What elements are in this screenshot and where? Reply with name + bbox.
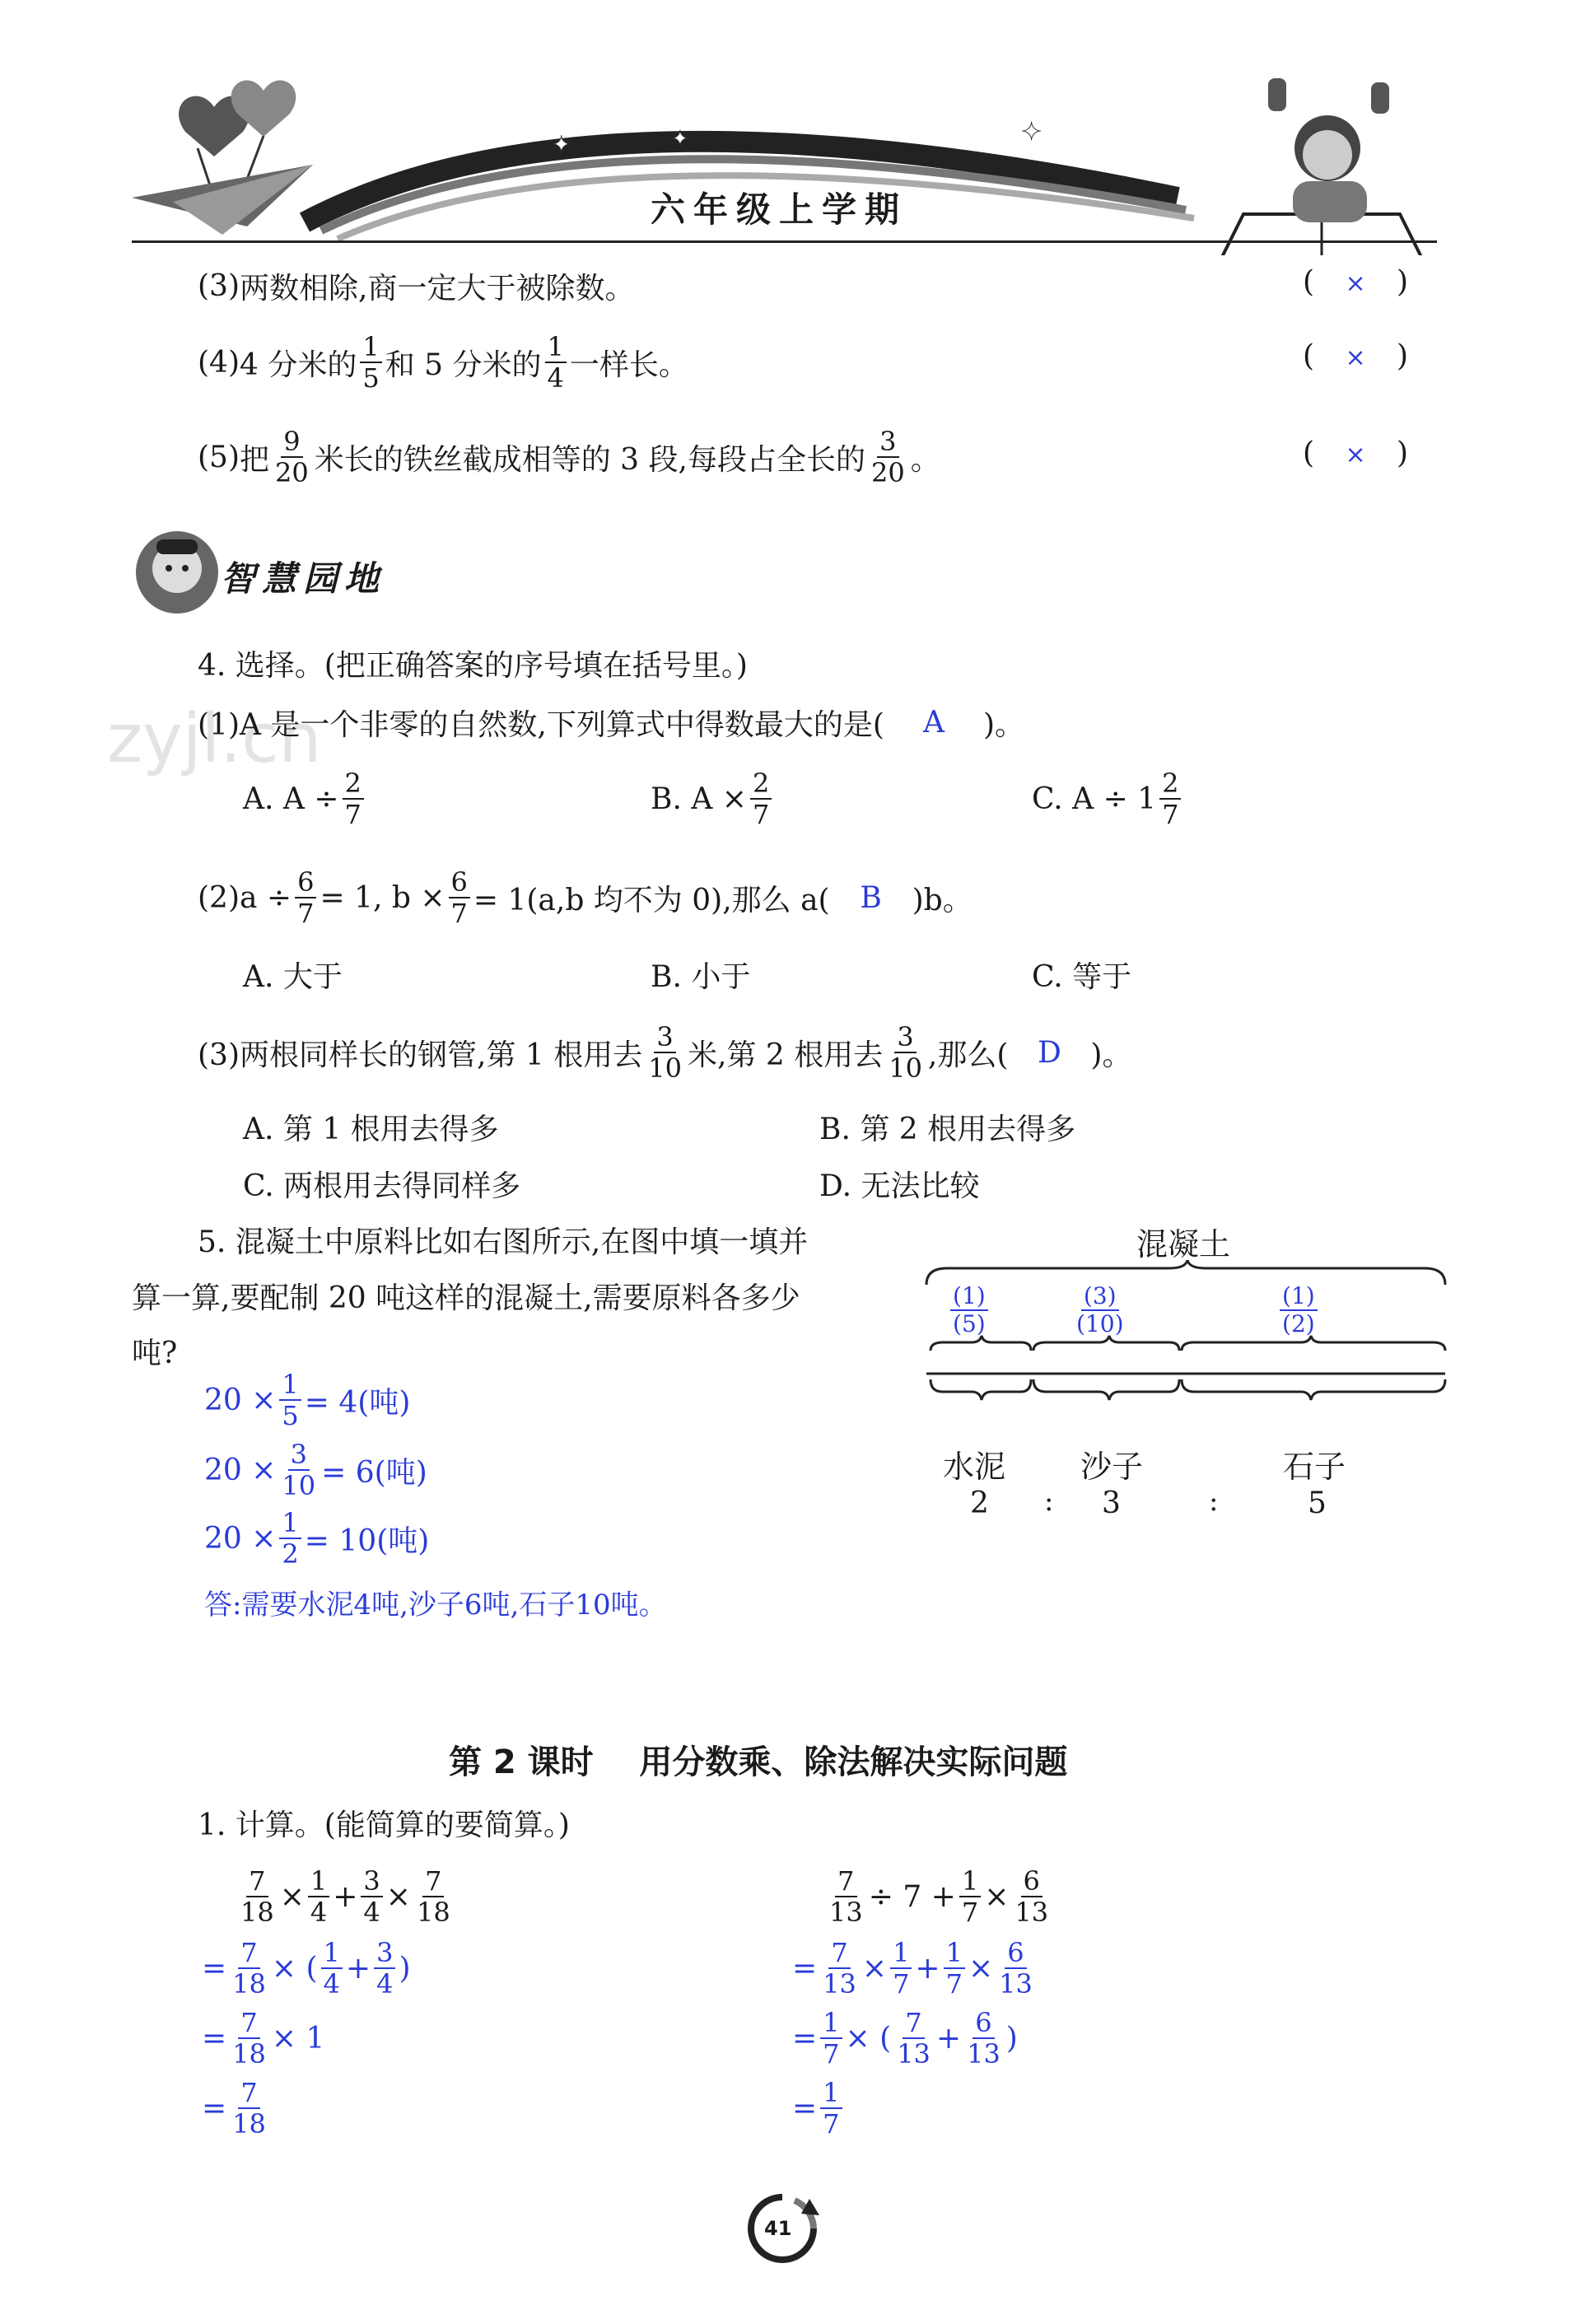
q4-sub1-option-c: C. A ÷ 1 $\frac{2}{7}$ bbox=[1032, 762, 1184, 836]
fraction: $\frac{3}{10}$ bbox=[282, 1439, 316, 1501]
diagram-fraction-sand: $\frac{(3)}{(10)}$ bbox=[1076, 1282, 1124, 1337]
answer-mark: × bbox=[1345, 269, 1366, 298]
q4-sub1-stem: (1)A 是一个非零的自然数,下列算式中得数最大的是( A )。 bbox=[198, 705, 1024, 742]
fraction: $\frac{3}{10}$ bbox=[889, 1021, 922, 1084]
fraction: $\frac{2}{7}$ bbox=[343, 770, 364, 828]
fraction: $\frac{1}{4}$ bbox=[545, 334, 567, 391]
judgement-item-4: (4) 4 分米的 $\frac{1}{5}$ 和 5 分米的 $\frac{1}{4}$ 一样长。 bbox=[198, 331, 688, 394]
q4-sub2-stem: (2)a ÷ $\frac{6}{7}$ = 1, b × $\frac{6}{7}$ = 1(a,b 均不为 0),那么 a( B )b。 bbox=[198, 866, 973, 929]
q5-answer: 答:需要水泥4吨,沙子6吨,石子10吨。 bbox=[204, 1588, 667, 1622]
star-icon: ✦ bbox=[671, 127, 689, 152]
diagram-fraction-cement: $\frac{(1)}{(5)}$ bbox=[947, 1285, 991, 1336]
fraction: $\frac{9}{20}$ bbox=[275, 426, 309, 488]
material-stone: 石子 bbox=[1283, 1449, 1346, 1485]
answer-paren-4: ( × ) bbox=[1303, 339, 1409, 373]
page-number: 41 bbox=[764, 2217, 792, 2240]
watermark: zyjl.cn bbox=[107, 700, 322, 778]
material-cement: 水泥 bbox=[943, 1449, 1006, 1485]
ratio-stone: 5 bbox=[1308, 1486, 1327, 1520]
diagram-title: 混凝土 bbox=[1136, 1226, 1231, 1262]
calc-right-step-2: = $\frac{1}{7}$ × ( $\frac{7}{13}$ + $\frac{6}{13}$ ) bbox=[792, 2007, 1018, 2070]
fraction: $\frac{3}{20}$ bbox=[870, 426, 905, 488]
q4-sub3-option-b: B. 第 2 根用去得多 bbox=[819, 1112, 1076, 1146]
fraction: $\frac{6}{7}$ bbox=[449, 869, 470, 926]
calc-left-expression: $\frac{7}{18}$ × $\frac{1}{4}$ + $\frac{3}{4}$ × $\frac{7}{18}$ bbox=[240, 1865, 450, 1928]
fraction: $\frac{2}{7}$ bbox=[750, 770, 772, 828]
fraction: $\frac{6}{7}$ bbox=[295, 869, 316, 926]
star-icon: ✦ bbox=[552, 131, 571, 158]
fraction: $\frac{1}{5}$ bbox=[279, 1371, 301, 1429]
judgement-item-3: (3) 两数相除,商一定大于被除数。 bbox=[198, 268, 635, 306]
q4-sub3-option-d: D. 无法比较 bbox=[819, 1169, 980, 1203]
calc-left-step-3: = $\frac{7}{18}$ bbox=[202, 2077, 266, 2140]
answer-paren-5: ( × ) bbox=[1303, 436, 1409, 470]
diagram-fraction-stone: $\frac{(1)}{(2)}$ bbox=[1276, 1285, 1321, 1336]
calc-right-expression: $\frac{7}{13}$ ÷ 7 + $\frac{1}{7}$ × $\frac{6}{13}$ bbox=[829, 1865, 1049, 1928]
fraction: $\frac{1}{5}$ bbox=[360, 334, 381, 391]
answer-mark: × bbox=[1345, 343, 1366, 372]
judgement-item-5: (5) 把 $\frac{9}{20}$ 米长的铁丝截成相等的 3 段,每段占全长的 $\frac{3}{20}$ 。 bbox=[198, 426, 940, 488]
girl-reading-icon bbox=[1219, 78, 1425, 255]
q5-calc-1: 20 × $\frac{1}{5}$ = 4(吨) bbox=[204, 1369, 411, 1431]
lesson-title: 第 2 课时 用分数乘、除法解决实际问题 bbox=[449, 1743, 1068, 1781]
q5-text-line-1: 5. 混凝土中原料比如右图所示,在图中填一填并 bbox=[198, 1225, 809, 1259]
fraction: $\frac{1}{2}$ bbox=[279, 1510, 301, 1567]
fraction: $\frac{2}{7}$ bbox=[1159, 770, 1181, 828]
answer-mark: B bbox=[860, 880, 882, 915]
q5-calc-3: 20 × $\frac{1}{2}$ = 10(吨) bbox=[204, 1507, 430, 1570]
material-sand: 沙子 bbox=[1080, 1449, 1144, 1485]
q5-calc-2: 20 × $\frac{3}{10}$ = 6(吨) bbox=[204, 1439, 427, 1501]
q4-sub2-option-b: B. 小于 bbox=[651, 959, 751, 994]
calc-instruction: 1. 计算。(能简算的要简算。) bbox=[198, 1808, 570, 1842]
q5-text-line-3: 吨? bbox=[132, 1336, 178, 1370]
calc-right-step-3: = $\frac{1}{7}$ bbox=[792, 2071, 846, 2145]
ratio-sand: 3 bbox=[1102, 1486, 1121, 1520]
q4-sub1-option-a: A. A ÷ $\frac{2}{7}$ bbox=[243, 762, 367, 836]
header-title: 六年级上学期 bbox=[651, 189, 908, 230]
header-divider bbox=[132, 240, 1437, 243]
q4-sub3-option-a: A. 第 1 根用去得多 bbox=[243, 1112, 499, 1146]
section-title: 智慧园地 bbox=[221, 558, 386, 599]
q4-sub2-option-a: A. 大于 bbox=[243, 959, 343, 994]
q4-sub3-stem: (3)两根同样长的钢管,第 1 根用去 $\frac{3}{10}$ 米,第 2 根用去 $\frac{3}{10}$ ,那么( D )。 bbox=[198, 1021, 1132, 1084]
q5-text-line-2: 算一算,要配制 20 吨这样的混凝土,需要原料各多少 bbox=[132, 1281, 800, 1315]
answer-mark: × bbox=[1345, 441, 1366, 469]
answer-paren-3: ( × ) bbox=[1303, 265, 1409, 299]
calc-left-step-2: = $\frac{7}{18}$ × 1 bbox=[202, 2007, 325, 2070]
ratio-colon: : bbox=[1209, 1485, 1219, 1518]
fraction: $\frac{3}{10}$ bbox=[648, 1021, 682, 1084]
star-icon: ✦ bbox=[1021, 118, 1043, 147]
q4-sub2-option-c: C. 等于 bbox=[1032, 959, 1132, 994]
ratio-cement: 2 bbox=[970, 1486, 989, 1520]
answer-mark: A bbox=[922, 705, 945, 740]
diagram-braces bbox=[922, 1260, 1449, 1416]
q4-sub1-option-b: B. A × $\frac{2}{7}$ bbox=[651, 762, 775, 836]
calc-left-step-1: = $\frac{7}{18}$ × ( $\frac{1}{4}$ + $\frac{3}{4}$ ) bbox=[202, 1937, 411, 2000]
ratio-colon: : bbox=[1044, 1485, 1054, 1518]
calc-right-step-1: = $\frac{7}{13}$ × $\frac{1}{7}$ + $\frac{1}{7}$ × $\frac{6}{13}$ bbox=[792, 1937, 1033, 2000]
boy-thinking-icon bbox=[132, 527, 222, 618]
q4-sub3-option-c: C. 两根用去得同样多 bbox=[243, 1169, 521, 1203]
q4-title: 4. 选择。(把正确答案的序号填在括号里。) bbox=[198, 648, 748, 683]
answer-mark: D bbox=[1037, 1035, 1061, 1070]
paper-plane-icon bbox=[132, 165, 313, 235]
